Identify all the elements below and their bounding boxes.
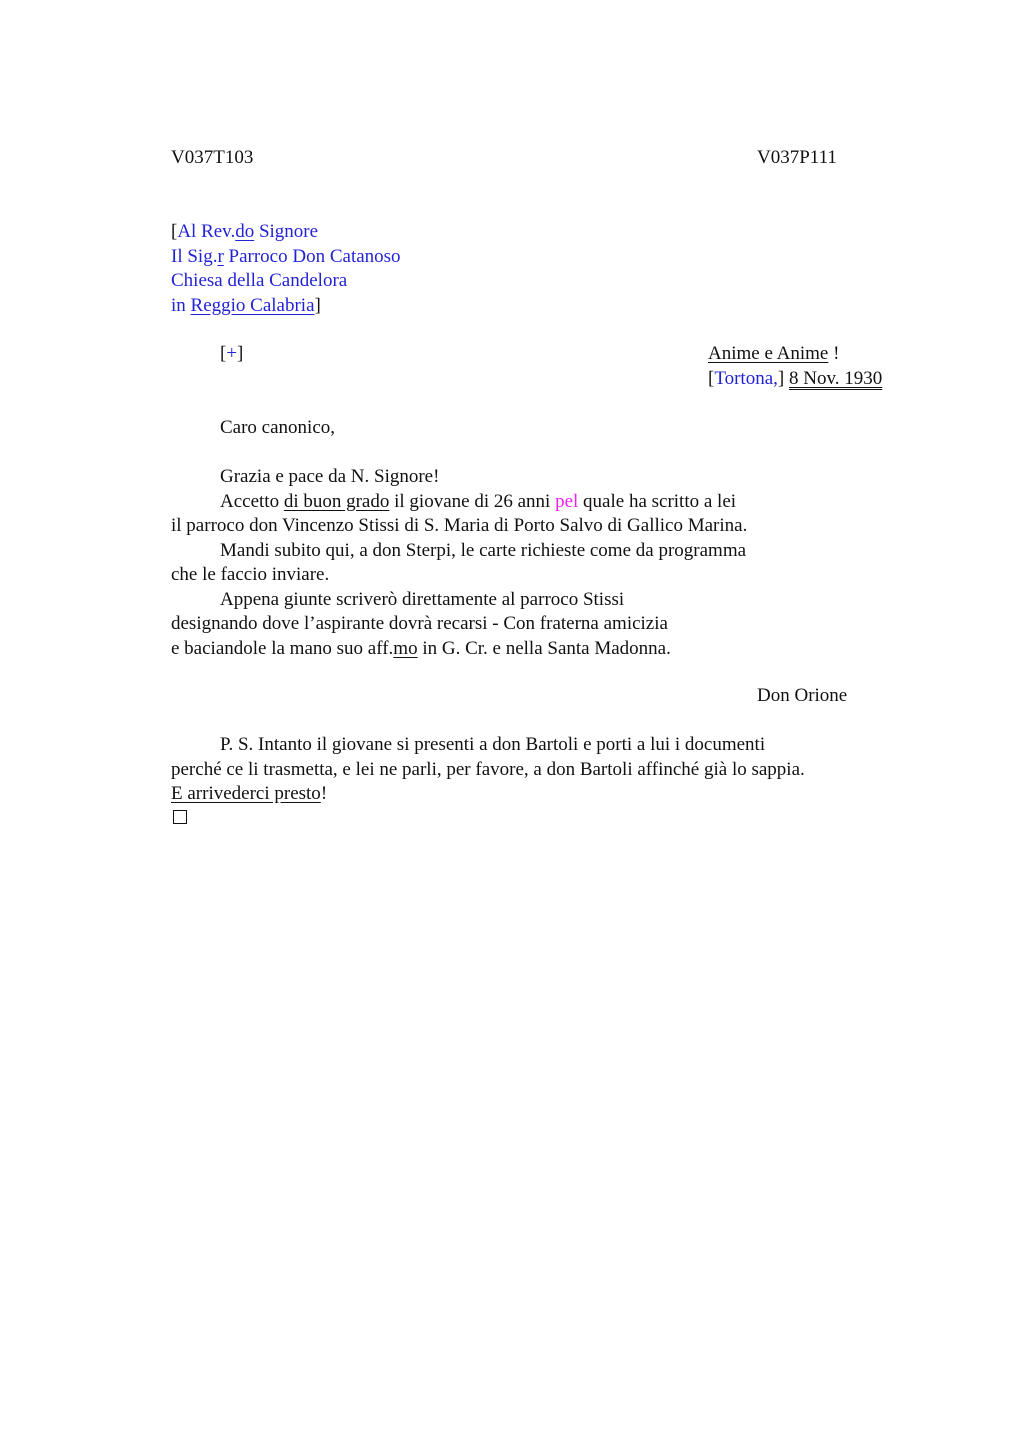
letter-body xyxy=(171,465,747,661)
address-city: Reggio Calabria xyxy=(190,294,315,316)
bracket: ] xyxy=(777,367,789,389)
address-line-1: Al Rev. xyxy=(177,221,236,242)
paragraph-4: Appena giunte scriverò direttamente al parroco Stissi xyxy=(220,588,625,610)
address-line-4: in xyxy=(171,294,191,316)
motto: Anime e Anime xyxy=(708,343,829,364)
paragraph-1: Grazia e pace da N. Signore! xyxy=(220,466,440,487)
cross-icon: + xyxy=(226,343,238,364)
bracket: [ xyxy=(708,367,715,389)
paragraph-2-line-2: il parroco don Vincenzo Stissi di S. Maria di Porto Salvo di Gallico Marina. xyxy=(171,515,748,536)
end-marker-icon xyxy=(173,810,187,824)
signature: Don Orione xyxy=(757,685,848,706)
variant-word: pel xyxy=(555,490,579,512)
address-superscript: r xyxy=(217,245,224,267)
dateline-block xyxy=(708,342,882,391)
paragraph-4-line-2: designando dove l’aspirante dovrà recarsi - Con fraterna amicizia xyxy=(171,613,668,634)
address-line-1-tail: Signore xyxy=(254,221,319,242)
paragraph-4-line-3: e baciandole la mano suo aff.mo in G. Cr. e nella Santa Madonna. xyxy=(171,637,671,659)
postscript-line-2: perché ce li trasmetta, e lei ne parli, per favore, a don Bartoli affinché già lo sappia. xyxy=(171,758,805,780)
paragraph-3-line-2: che le faccio inviare. xyxy=(171,564,330,585)
address-line-3: Chiesa della Candelora xyxy=(171,270,348,291)
paragraph-3: Mandi subito qui, a don Sterpi, le carte richieste come da programma xyxy=(220,539,747,561)
address-block xyxy=(171,220,401,318)
underlined-phrase: di buon grado xyxy=(283,490,390,512)
address-line-2: Il Sig. xyxy=(171,245,218,267)
postscript-line-1: P. S. Intanto il giovane si presenti a don Bartoli e porti a lui i documenti xyxy=(220,734,766,755)
place: Tortona, xyxy=(714,367,778,389)
bracket: ] xyxy=(314,294,321,316)
date: 8 Nov. 1930 xyxy=(788,367,883,389)
address-line-2-tail: Parroco Don Catanoso xyxy=(223,245,401,267)
postscript-line-3: E arrivederci presto! xyxy=(171,783,328,804)
salutation: Caro canonico, xyxy=(220,417,336,438)
abbreviation-superscript: mo xyxy=(393,637,418,659)
paragraph-2: Accetto di buon grado il giovane di 26 anni pel quale ha scritto a lei xyxy=(220,490,737,512)
document-code-left: V037T103 xyxy=(171,147,254,168)
bracket: [ xyxy=(171,221,178,242)
document-code-right: V037P111 xyxy=(757,147,837,168)
cross-mark: [+] xyxy=(220,343,244,364)
address-superscript: do xyxy=(235,221,255,242)
motto-tail: ! xyxy=(828,343,840,364)
postscript xyxy=(171,733,805,807)
farewell: E arrivederci presto xyxy=(171,783,321,804)
